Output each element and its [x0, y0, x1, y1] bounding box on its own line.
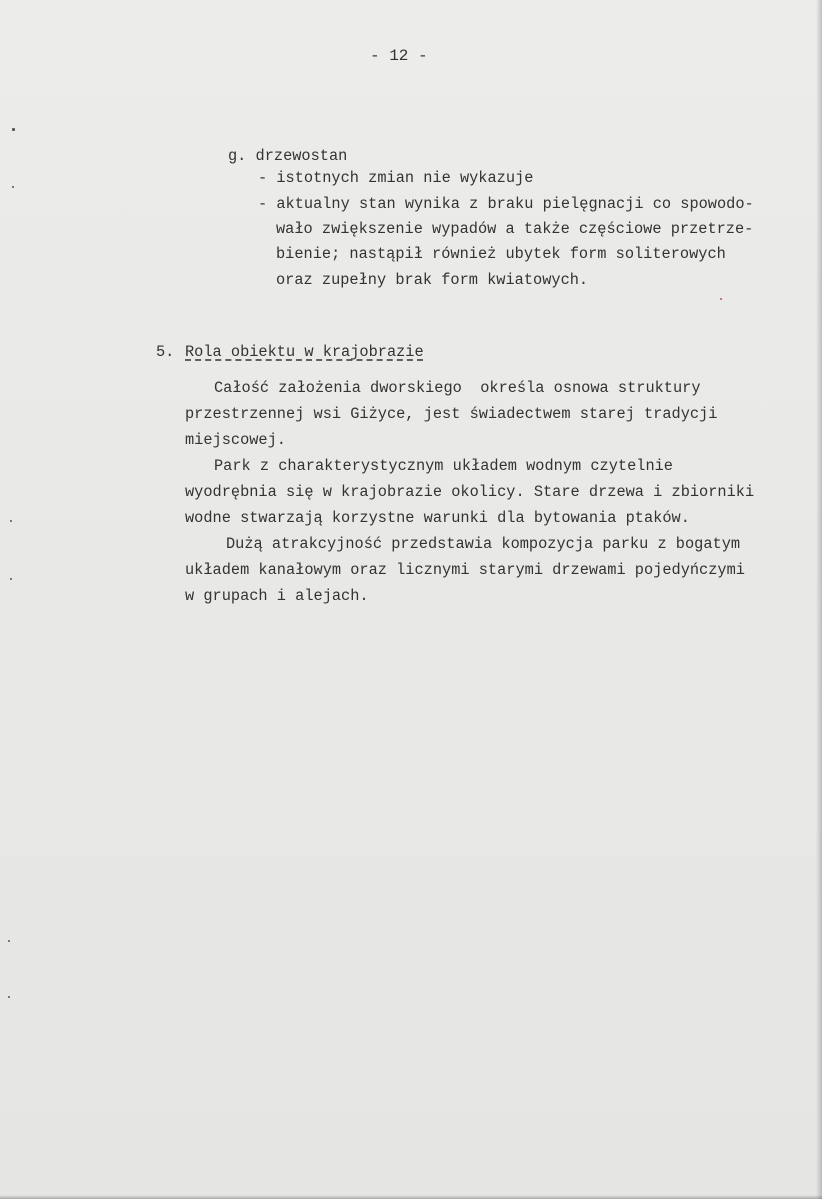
page-edge-shadow [0, 1195, 822, 1199]
paragraph-line: w grupach i alejach. [185, 587, 369, 605]
paragraph-line: Całość założenia dworskiego określa osnowa struktury [214, 379, 701, 397]
section-g-bullet-2-line: - aktualny stan wynika z braku pielęgnacji co spowodo- [258, 195, 754, 213]
paper-speck [10, 520, 12, 522]
paragraph-line: Dużą atrakcyjność przedstawia kompozycja parku z bogatym [226, 535, 741, 553]
paper-speck [12, 186, 14, 188]
section-5-number: 5. [156, 343, 175, 361]
section-g-bullet-1: - istotnych zmian nie wykazuje [258, 169, 534, 187]
paper-speck [8, 996, 10, 998]
paragraph-line: miejscowej. [185, 431, 286, 449]
section-5-title: Rola obiektu w krajobrazie [185, 343, 424, 361]
section-g-bullet-2-line: oraz zupełny brak form kwiatowych. [276, 271, 589, 289]
paragraph-line: wyodrębnia się w krajobrazie okolicy. Stare drzewa i zbiorniki [185, 483, 755, 501]
paper-speck [720, 298, 722, 300]
paper-speck [10, 578, 12, 580]
page-number: - 12 - [370, 47, 428, 65]
paragraph-line: układem kanałowym oraz licznymi starymi drzewami pojedyńczymi [185, 561, 745, 579]
paper-speck [12, 128, 15, 131]
section-g-label: g. drzewostan [228, 147, 348, 165]
section-g-bullet-2-line: wało zwiększenie wypadów a także częściowe przetrze- [276, 220, 754, 238]
section-g-bullet-2-line: bienie; nastąpił również ubytek form soliterowych [276, 245, 726, 263]
page-edge-shadow [816, 0, 822, 1199]
paragraph-line: Park z charakterystycznym układem wodnym czytelnie [214, 457, 673, 475]
paragraph-line: przestrzennej wsi Giżyce, jest świadectwem starej tradycji [185, 405, 718, 423]
paragraph-line: wodne stwarzają korzystne warunki dla bytowania ptaków. [185, 509, 690, 527]
paper-speck [8, 940, 10, 942]
